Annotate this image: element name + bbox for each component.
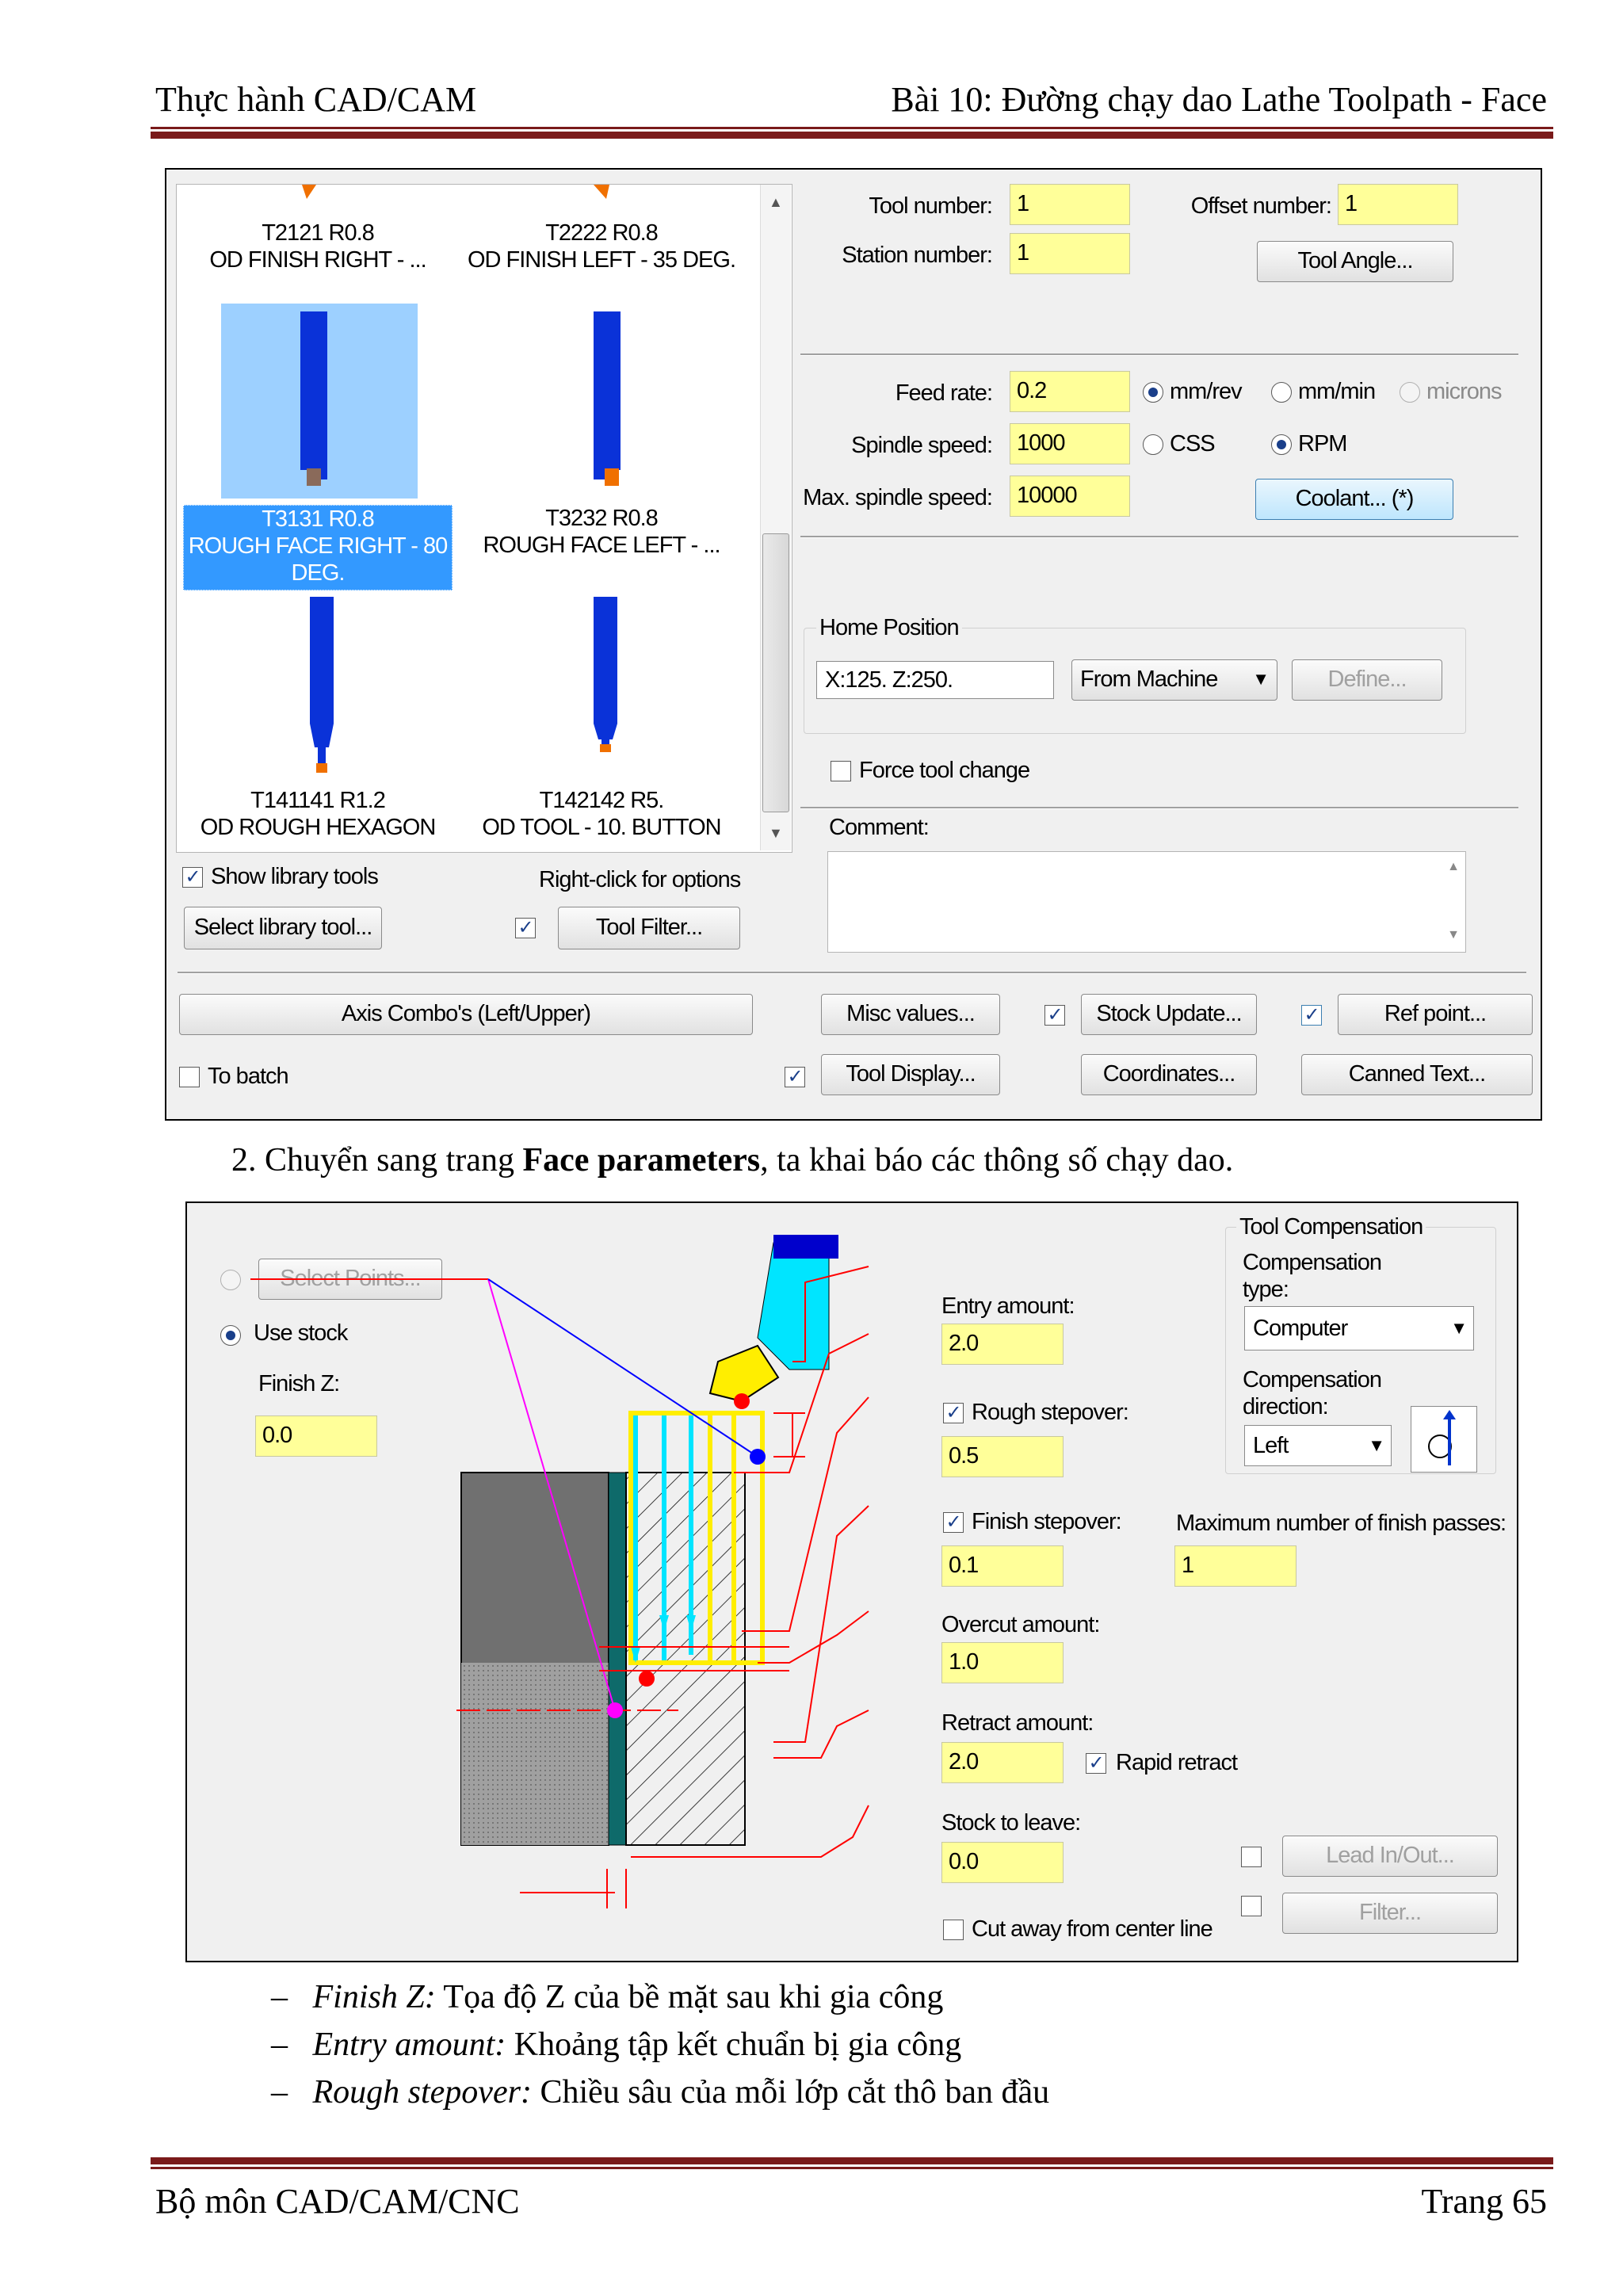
mm-rev-label: mm/rev xyxy=(1170,379,1242,404)
filter-button[interactable]: Filter... xyxy=(1282,1893,1498,1934)
tool-item-4[interactable] xyxy=(459,505,744,559)
footer-rule-thin xyxy=(151,2167,1553,2169)
stock-update-checkbox[interactable]: ✓ xyxy=(1044,1005,1065,1026)
station-number-field[interactable]: 1 xyxy=(1010,233,1130,274)
stock-update-button[interactable]: Stock Update... xyxy=(1081,994,1257,1035)
tool-filter-checkbox[interactable]: ✓ xyxy=(515,918,536,938)
force-tool-change-checkbox[interactable] xyxy=(831,761,851,781)
tool-desc: ROUGH FACE LEFT - ... xyxy=(483,533,720,558)
tool-item-5[interactable] xyxy=(177,787,459,841)
max-spindle-field[interactable]: 10000 xyxy=(1010,476,1130,517)
footer-rule-thick xyxy=(151,2157,1553,2164)
tool-list-scrollbar[interactable] xyxy=(760,185,791,850)
max-spindle-label: Max. spindle speed: xyxy=(803,485,992,510)
header-rule-thick xyxy=(151,132,1553,139)
rpm-label: RPM xyxy=(1298,431,1347,457)
od-rough-hexagon-tool-icon xyxy=(304,597,343,779)
tool-code: T2222 R0.8 xyxy=(545,220,658,246)
tool-desc: OD ROUGH HEXAGON xyxy=(200,815,436,840)
ref-point-checkbox[interactable]: ✓ xyxy=(1301,1005,1322,1026)
tool-display-checkbox[interactable]: ✓ xyxy=(785,1067,805,1087)
bullet-term: Entry amount: xyxy=(312,2027,506,2063)
header-rule-thin xyxy=(151,127,1553,129)
mm-min-label: mm/min xyxy=(1298,379,1376,404)
select-library-tool-button[interactable]: Select library tool... xyxy=(184,907,382,949)
spindle-speed-field[interactable]: 1000 xyxy=(1010,423,1130,464)
step-text-before: Chuyển sang trang xyxy=(265,1142,523,1179)
tool-number-field[interactable]: 1 xyxy=(1010,184,1130,225)
comp-direction-icon xyxy=(1411,1406,1477,1473)
comment-label: Comment: xyxy=(829,815,929,840)
offset-number-field[interactable]: 1 xyxy=(1338,184,1458,225)
rough-face-right-tool-icon xyxy=(296,311,343,494)
tool-display-button[interactable]: Tool Display... xyxy=(821,1054,1000,1095)
comp-dir-label-2: direction: xyxy=(1243,1394,1328,1419)
tool-tip-icon xyxy=(302,185,326,205)
step-text-after: , ta khai báo các thông số chạy dao. xyxy=(760,1142,1234,1179)
offset-number-label: Offset number: xyxy=(1190,193,1331,219)
rapid-retract-label: Rapid retract xyxy=(1116,1750,1238,1775)
tool-item-1[interactable] xyxy=(177,220,459,273)
od-tool-button-icon xyxy=(587,597,627,755)
tool-desc: ROUGH FACE RIGHT - 80 xyxy=(188,533,448,559)
tool-desc-cont: DEG. xyxy=(291,560,345,586)
feed-rate-field[interactable]: 0.2 xyxy=(1010,371,1130,412)
footer-left: Bộ môn CAD/CAM/CNC xyxy=(155,2182,520,2221)
tool-list[interactable] xyxy=(176,184,792,853)
scroll-up-icon[interactable]: ▲ xyxy=(1447,860,1459,873)
coolant-button[interactable]: Coolant... (*) xyxy=(1255,479,1453,520)
separator xyxy=(800,807,1518,809)
header-left: Thực hành CAD/CAM xyxy=(155,80,477,119)
chevron-down-icon: ▼ xyxy=(1368,1435,1384,1455)
tool-item-2[interactable] xyxy=(459,220,744,273)
tool-code: T3232 R0.8 xyxy=(545,506,658,531)
microns-label: microns xyxy=(1426,379,1502,404)
css-radio[interactable] xyxy=(1143,434,1163,455)
finish-stepover-label: Finish stepover: xyxy=(972,1509,1121,1534)
tool-code: T3131 R0.8 xyxy=(262,506,374,532)
rough-stepover-label: Rough stepover: xyxy=(972,1400,1128,1425)
step-2-text xyxy=(231,1141,1233,1179)
cut-away-checkbox[interactable] xyxy=(943,1920,964,1940)
filter-checkbox[interactable] xyxy=(1241,1896,1262,1916)
chevron-down-icon: ▼ xyxy=(1450,1318,1467,1338)
tool-code: T142142 R5. xyxy=(539,788,664,813)
rough-face-left-tool-icon xyxy=(582,311,630,494)
lead-in-out-checkbox[interactable] xyxy=(1241,1847,1262,1867)
bullet-term: Rough stepover: xyxy=(312,2074,532,2111)
right-click-hint: Right-click for options xyxy=(539,867,741,892)
comp-type-label xyxy=(1243,1249,1381,1303)
tool-code: T2121 R0.8 xyxy=(262,220,374,246)
finish-stepover-checkbox[interactable]: ✓ xyxy=(943,1512,964,1533)
tool-filter-button[interactable]: Tool Filter... xyxy=(558,907,740,949)
show-library-tools-label: Show library tools xyxy=(211,864,378,889)
to-batch-label: To batch xyxy=(208,1064,288,1089)
mm-min-radio[interactable] xyxy=(1271,382,1292,403)
bullet-text: Chiều sâu của mỗi lớp cắt thô ban đầu xyxy=(531,2074,1050,2111)
tool-code: T141141 R1.2 xyxy=(250,788,385,813)
css-label: CSS xyxy=(1170,431,1215,457)
retract-label: Retract amount: xyxy=(941,1710,1094,1736)
step-text-bold: Face parameters xyxy=(522,1142,761,1179)
bullet-finish-z: – Finish Z: Tọa độ Z của bề mặt sau khi gia công xyxy=(271,1979,944,2015)
comment-textarea[interactable] xyxy=(827,851,1466,953)
chevron-down-icon: ▼ xyxy=(1252,669,1269,689)
separator xyxy=(800,536,1518,538)
bullet-rough-stepover: – Rough stepover: Chiều sâu của mỗi lớp cắt thô ban đầu xyxy=(271,2074,1050,2111)
overcut-label: Overcut amount: xyxy=(941,1612,1100,1637)
bullet-text: Khoảng tập kết chuẩn bị gia công xyxy=(506,2027,962,2063)
force-tool-change-label: Force tool change xyxy=(859,758,1030,783)
microns-radio[interactable] xyxy=(1400,382,1420,403)
home-position-field[interactable]: X:125. Z:250. xyxy=(816,661,1054,699)
feed-rate-label: Feed rate: xyxy=(895,380,992,406)
retract-field[interactable]: 2.0 xyxy=(941,1742,1064,1783)
from-machine-label: From Machine xyxy=(1080,667,1218,692)
tool-item-3-selected[interactable] xyxy=(183,505,453,590)
spindle-speed-label: Spindle speed: xyxy=(851,433,992,458)
from-machine-dropdown[interactable] xyxy=(1071,659,1277,701)
tool-item-6[interactable] xyxy=(459,787,744,841)
comp-dir-label-1: Compensation xyxy=(1243,1367,1381,1392)
canned-text-button[interactable]: Canned Text... xyxy=(1301,1054,1533,1095)
stock-to-leave-field[interactable]: 0.0 xyxy=(941,1842,1064,1883)
comp-type-value: Computer xyxy=(1253,1316,1348,1341)
bullet-entry-amount: – Entry amount: Khoảng tập kết chuẩn bị gia công xyxy=(271,2027,962,2063)
lead-in-out-button[interactable]: Lead In/Out... xyxy=(1282,1836,1498,1877)
face-toolpath-diagram xyxy=(187,1203,980,1961)
rpm-radio[interactable] xyxy=(1271,434,1292,455)
face-parameters-screenshot xyxy=(185,1201,1518,1962)
comp-dir-value: Left xyxy=(1253,1433,1289,1458)
mm-rev-radio[interactable] xyxy=(1143,382,1163,403)
cut-away-label: Cut away from center line xyxy=(972,1916,1212,1942)
header-right: Bài 10: Đường chạy dao Lathe Toolpath - Face xyxy=(891,80,1547,119)
bullet-term: Finish Z: xyxy=(312,1979,436,2015)
misc-values-button[interactable]: Misc values... xyxy=(821,994,1000,1035)
tool-number-label: Tool number: xyxy=(869,193,992,219)
rapid-retract-checkbox[interactable]: ✓ xyxy=(1086,1753,1106,1774)
tool-parameters-screenshot xyxy=(165,168,1542,1121)
comp-type-label-2: type: xyxy=(1243,1277,1289,1302)
comp-type-dropdown[interactable] xyxy=(1244,1306,1474,1350)
tool-desc: OD FINISH LEFT - 35 DEG. xyxy=(467,247,736,273)
define-button[interactable]: Define... xyxy=(1292,659,1442,701)
entry-amount-field[interactable]: 2.0 xyxy=(941,1324,1064,1365)
rough-stepover-checkbox[interactable]: ✓ xyxy=(943,1403,964,1423)
ref-point-button[interactable]: Ref point... xyxy=(1338,994,1533,1035)
bullet-text: Tọa độ Z của bề mặt sau khi gia công xyxy=(435,1979,944,2015)
tool-angle-button[interactable]: Tool Angle... xyxy=(1257,241,1453,282)
footer-right: Trang 65 xyxy=(1421,2182,1547,2221)
axis-combo-button[interactable]: Axis Combo's (Left/Upper) xyxy=(179,994,753,1035)
stock-to-leave-label: Stock to leave: xyxy=(941,1810,1081,1836)
step-number: 2. xyxy=(231,1142,257,1179)
show-library-tools-checkbox[interactable]: ✓ xyxy=(182,867,203,888)
max-finish-passes-label: Maximum number of finish passes: xyxy=(1176,1511,1507,1536)
use-stock-label: Use stock xyxy=(254,1320,348,1346)
finish-z-label: Finish Z: xyxy=(258,1371,340,1396)
tool-desc: OD TOOL - 10. BUTTON xyxy=(482,815,721,840)
rough-stepover-field[interactable]: 0.5 xyxy=(941,1436,1064,1477)
overcut-field[interactable]: 1.0 xyxy=(941,1642,1064,1683)
separator xyxy=(178,972,1526,974)
scroll-down-icon[interactable]: ▼ xyxy=(1447,928,1459,942)
select-points-button[interactable]: Select Points... xyxy=(258,1259,442,1300)
scroll-up-icon[interactable]: ▲ xyxy=(769,194,782,210)
tool-desc: OD FINISH RIGHT - ... xyxy=(209,247,426,273)
separator xyxy=(800,353,1518,356)
comp-dir-dropdown[interactable] xyxy=(1244,1425,1392,1466)
max-finish-passes-field[interactable]: 1 xyxy=(1174,1545,1296,1587)
scrollbar-thumb[interactable] xyxy=(762,533,789,812)
tool-tip-icon xyxy=(592,185,616,205)
home-position-label: Home Position xyxy=(816,615,962,641)
to-batch-checkbox[interactable] xyxy=(179,1067,200,1087)
comp-type-label-1: Compensation xyxy=(1243,1250,1381,1275)
scroll-down-icon[interactable]: ▼ xyxy=(769,825,782,841)
finish-stepover-field[interactable]: 0.1 xyxy=(941,1545,1064,1587)
station-number-label: Station number: xyxy=(842,243,992,268)
finish-z-field[interactable]: 0.0 xyxy=(255,1415,377,1457)
comp-dir-label xyxy=(1243,1366,1381,1420)
coordinates-button[interactable]: Coordinates... xyxy=(1081,1054,1257,1095)
tool-compensation-label: Tool Compensation xyxy=(1236,1214,1426,1240)
entry-amount-label: Entry amount: xyxy=(941,1293,1075,1319)
